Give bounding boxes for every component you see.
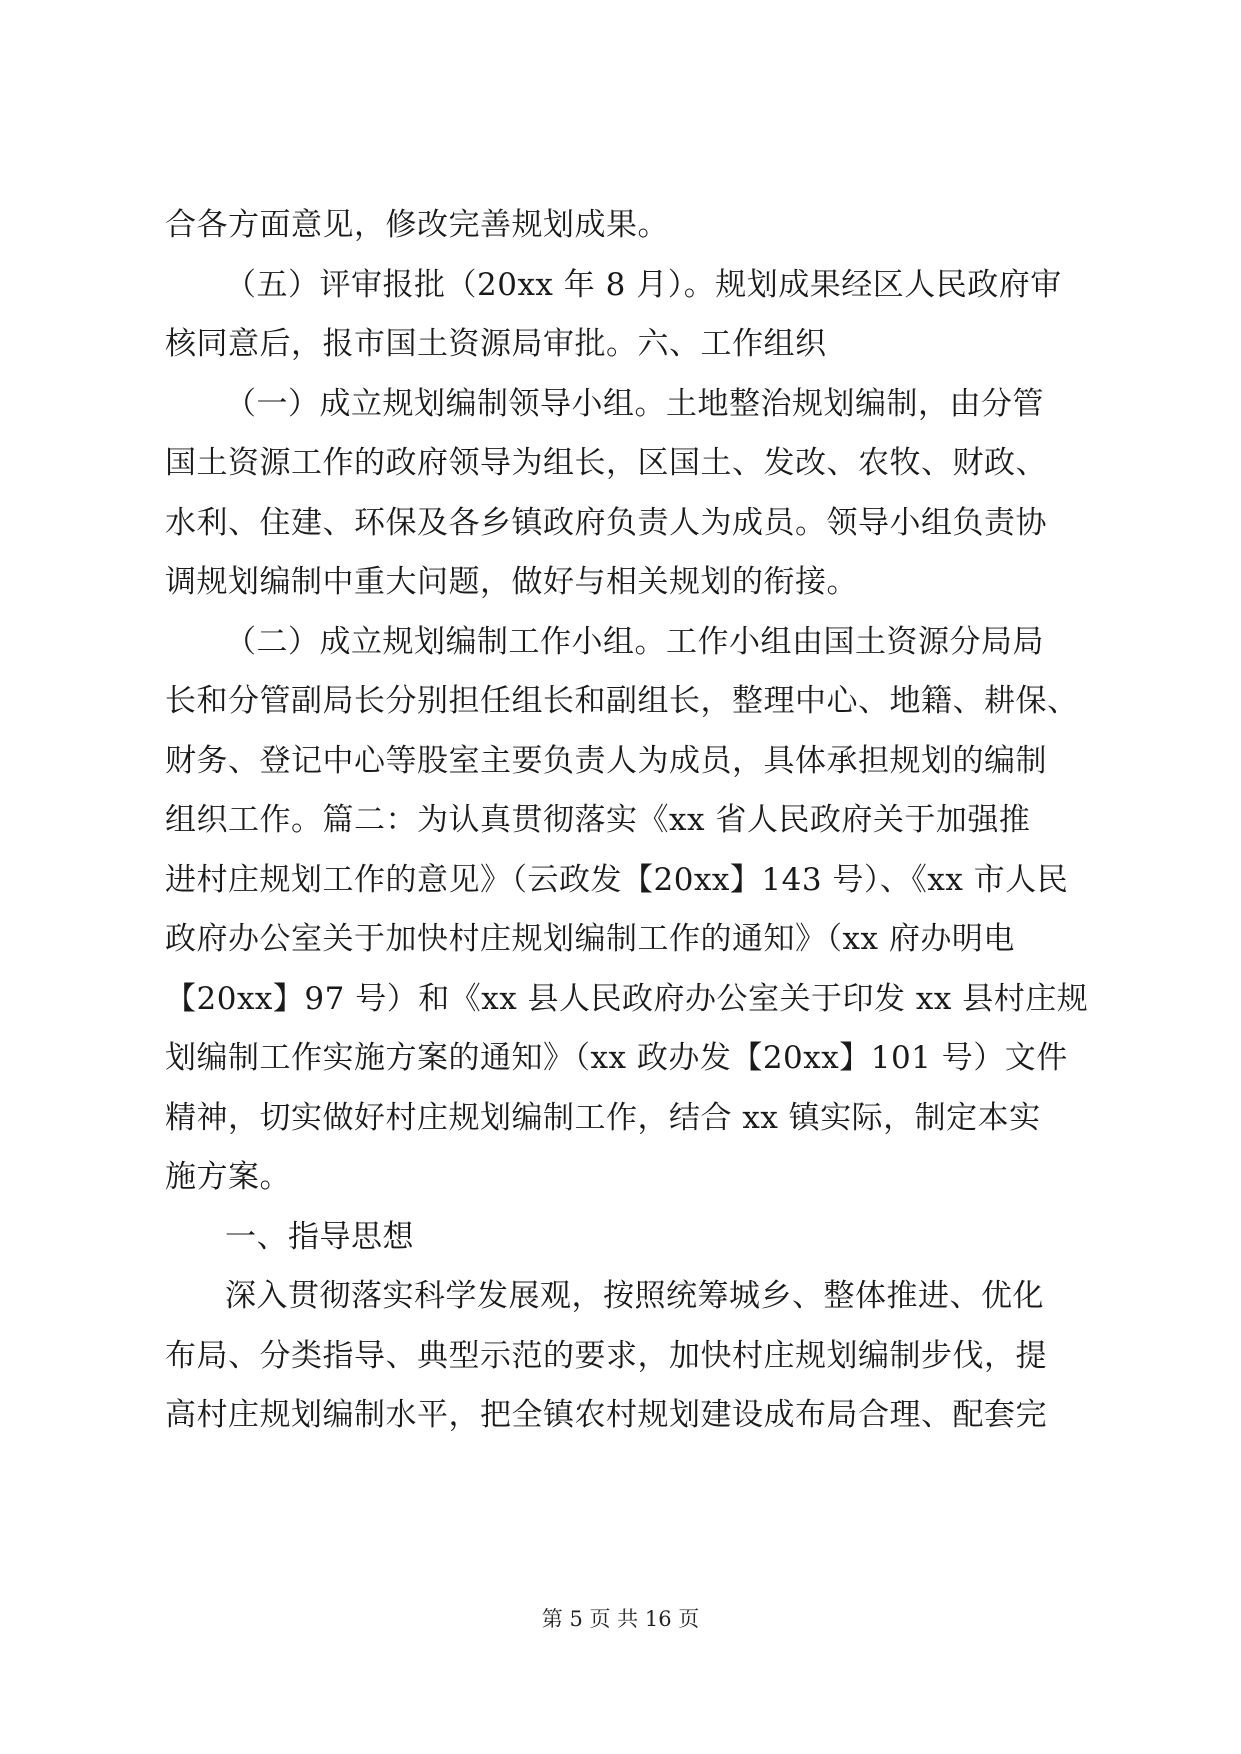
text-line: 国土资源工作的政府领导为组长，区国土、发改、农牧、财政、: [165, 445, 1047, 481]
body-text: [165, 196, 1089, 1446]
page-number-footer: 第 5 页 共 16 页: [541, 1607, 700, 1631]
text-line: （二）成立规划编制工作小组。工作小组由国土资源分局局: [225, 623, 1044, 660]
text-line: 合各方面意见，修改完善规划成果。: [165, 207, 669, 243]
text-line: 【20xx】97 号）和《xx 县人民政府办公室关于印发 xx 县村庄规: [165, 980, 1089, 1017]
text-line: 精神，切实做好村庄规划编制工作，结合 xx 镇实际，制定本实: [165, 1099, 1041, 1136]
text-line: 长和分管副局长分别担任组长和副组长，整理中心、地籍、耕保、: [165, 683, 1079, 719]
text-line: 高村庄规划编制水平，把全镇农村规划建设成布局合理、配套完: [165, 1397, 1047, 1433]
text-line: 进村庄规划工作的意见》（云政发【20xx】143 号）、《xx 市人民: [165, 861, 1069, 898]
text-line: 财务、登记中心等股室主要负责人为成员，具体承担规划的编制: [165, 742, 1047, 779]
text-line: 政府办公室关于加快村庄规划编制工作的通知》（xx 府办明电: [165, 921, 1015, 957]
text-line: 布局、分类指导、典型示范的要求，加快村庄规划编制步伐，提: [165, 1337, 1047, 1374]
text-line: 核同意后，报市国土资源局审批。六、工作组织: [165, 326, 827, 362]
text-line: 施方案。: [165, 1159, 291, 1195]
text-line: 组织工作。篇二：为认真贯彻落实《xx 省人民政府关于加强推: [165, 802, 1031, 838]
text-line: 深入贯彻落实科学发展观，按照统筹城乡、整体推进、优化: [225, 1278, 1044, 1314]
text-line: （一）成立规划编制领导小组。土地整治规划编制，由分管: [225, 385, 1044, 422]
text-line: 水利、住建、环保及各乡镇政府负责人为成员。领导小组负责协: [165, 504, 1047, 541]
text-line: 划编制工作实施方案的通知》（xx 政办发【20xx】101 号）文件: [165, 1040, 1068, 1076]
text-line: （五）评审报批（20xx 年 8 月）。规划成果经区人民政府审: [225, 266, 1062, 303]
text-line: 调规划编制中重大问题，做好与相关规划的衔接。: [165, 564, 858, 600]
section-heading: 一、指导思想: [225, 1218, 414, 1255]
